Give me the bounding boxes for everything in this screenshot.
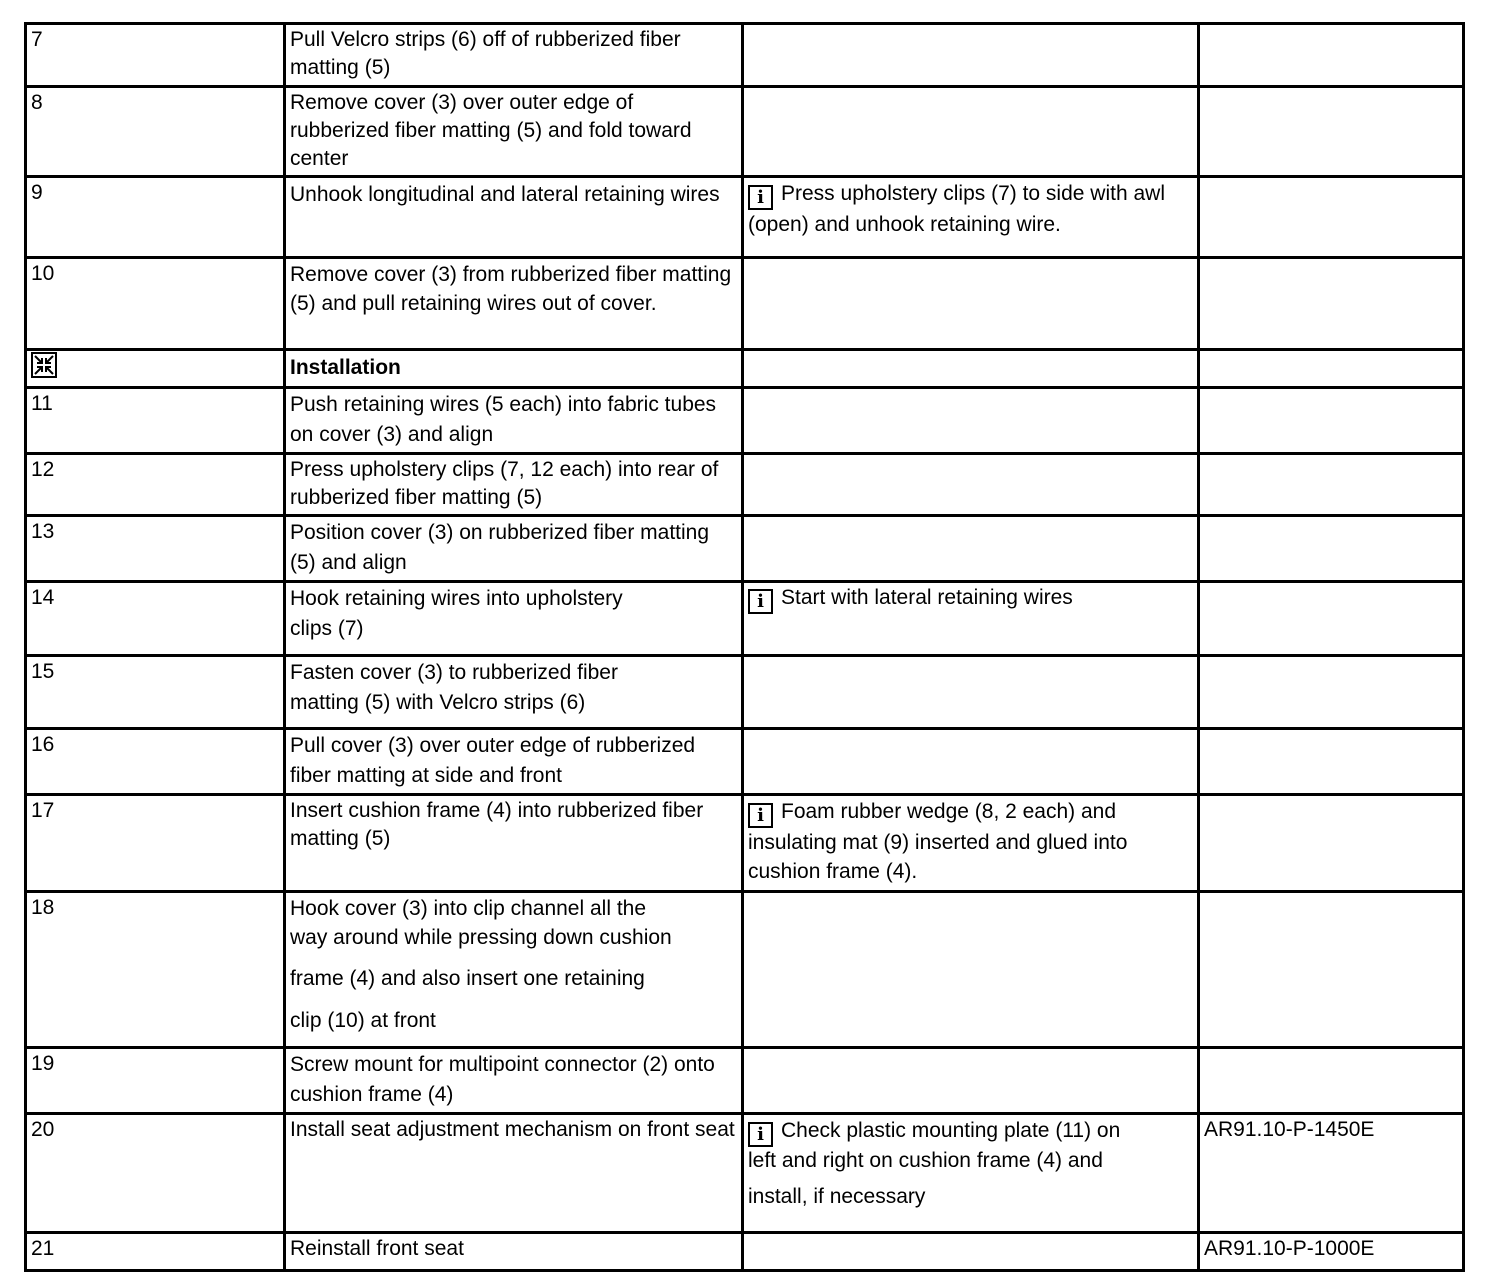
step-reference: AR91.10-P-1450E [1199,1114,1464,1233]
step-note: Press upholstery clips (7) to side with awl (open) and unhook retaining wire. [748,182,1165,236]
table-row [26,1114,1464,1233]
step-number: 12 [26,454,285,516]
step-note-cell [743,177,1199,258]
step-note [743,656,1199,729]
step-action: Install seat adjustment mechanism on front seat [285,1114,743,1233]
step-number: 20 [26,1114,285,1233]
step-action: Remove cover (3) over outer edge of rubberized fiber matting (5) and fold toward center [285,87,743,177]
step-action-line: frame (4) and also insert one retaining [290,967,645,990]
information-icon: i [748,185,773,210]
step-note [743,24,1199,87]
step-note [743,729,1199,795]
step-reference [1199,388,1464,454]
step-note: Foam rubber wedge (8, 2 each) and insulating mat (9) inserted and glued into cushion frame (4). [748,800,1128,883]
step-reference [1199,24,1464,87]
step-action: Hook retaining wires into upholstery clips (7) [285,582,743,656]
step-number: 9 [26,177,285,258]
step-reference [1199,87,1464,177]
step-note-cell [743,795,1199,892]
step-action: Screw mount for multipoint connector (2) onto cushion frame (4) [285,1048,743,1114]
step-action-line: way around while pressing down cushion [290,926,672,949]
step-action: Fasten cover (3) to rubberized fiber matting (5) with Velcro strips (6) [285,656,743,729]
information-icon: i [748,1122,773,1147]
step-action: Position cover (3) on rubberized fiber matting (5) and align [285,516,743,582]
step-number: 14 [26,582,285,656]
step-number: 10 [26,258,285,350]
step-number: 16 [26,729,285,795]
table-row [26,1048,1464,1114]
step-number: 17 [26,795,285,892]
step-note [743,388,1199,454]
step-action: Push retaining wires (5 each) into fabric tubes on cover (3) and align [285,388,743,454]
step-note [743,516,1199,582]
step-reference: AR91.10-P-1000E [1199,1233,1464,1271]
table-row-section-header [26,350,1464,388]
table-row [26,729,1464,795]
step-note-line: install, if necessary [748,1185,926,1208]
step-note-line [748,1116,1193,1147]
section-title: Installation [285,350,743,388]
table-row [26,388,1464,454]
step-number: 8 [26,87,285,177]
step-note-cell [743,1114,1199,1233]
table-row [26,24,1464,87]
step-note-cell [743,582,1199,656]
step-reference [1199,258,1464,350]
step-reference [1199,795,1464,892]
step-number: 21 [26,1233,285,1271]
step-note [743,1048,1199,1114]
step-action-cell [285,892,743,1048]
step-reference [1199,177,1464,258]
work-steps-table [24,22,1465,1272]
information-icon: i [748,589,773,614]
step-action: Remove cover (3) from rubberized fiber matting (5) and pull retaining wires out of cover. [285,258,743,350]
installation-icon-cell [26,350,285,388]
step-note [743,1233,1199,1271]
step-action: Pull cover (3) over outer edge of rubberized fiber matting at side and front [285,729,743,795]
table-row [26,87,1464,177]
step-note [743,454,1199,516]
step-reference [1199,656,1464,729]
step-note [743,892,1199,1048]
step-note [743,350,1199,388]
step-action-line: Hook cover (3) into clip channel all the [290,897,647,920]
table-row [26,892,1464,1048]
table-row [26,1233,1464,1271]
step-reference [1199,516,1464,582]
step-reference [1199,729,1464,795]
step-number: 7 [26,24,285,87]
step-note [743,87,1199,177]
step-action-line: clip (10) at front [290,1009,436,1032]
step-number: 13 [26,516,285,582]
step-action: Unhook longitudinal and lateral retaining wires [285,177,743,258]
table-row [26,454,1464,516]
table-row [26,582,1464,656]
information-icon: i [748,803,773,828]
step-reference [1199,582,1464,656]
table-row [26,795,1464,892]
step-note-text: Check plastic mounting plate (11) on [781,1119,1121,1142]
step-reference [1199,892,1464,1048]
step-reference [1199,1048,1464,1114]
table-row [26,258,1464,350]
step-number: 19 [26,1048,285,1114]
step-action: Insert cushion frame (4) into rubberized fiber matting (5) [285,795,743,892]
step-action: Pull Velcro strips (6) off of rubberized fiber matting (5) [285,24,743,87]
step-number: 11 [26,388,285,454]
step-reference [1199,350,1464,388]
table-row [26,656,1464,729]
step-reference [1199,454,1464,516]
step-note [743,258,1199,350]
table-row [26,516,1464,582]
table-row [26,177,1464,258]
step-number: 15 [26,656,285,729]
step-note-line: left and right on cushion frame (4) and [748,1149,1103,1172]
installation-icon [31,352,57,378]
step-number: 18 [26,892,285,1048]
step-action: Reinstall front seat [285,1233,743,1271]
step-note: Start with lateral retaining wires [781,586,1073,609]
step-action: Press upholstery clips (7, 12 each) into rear of rubberized fiber matting (5) [285,454,743,516]
